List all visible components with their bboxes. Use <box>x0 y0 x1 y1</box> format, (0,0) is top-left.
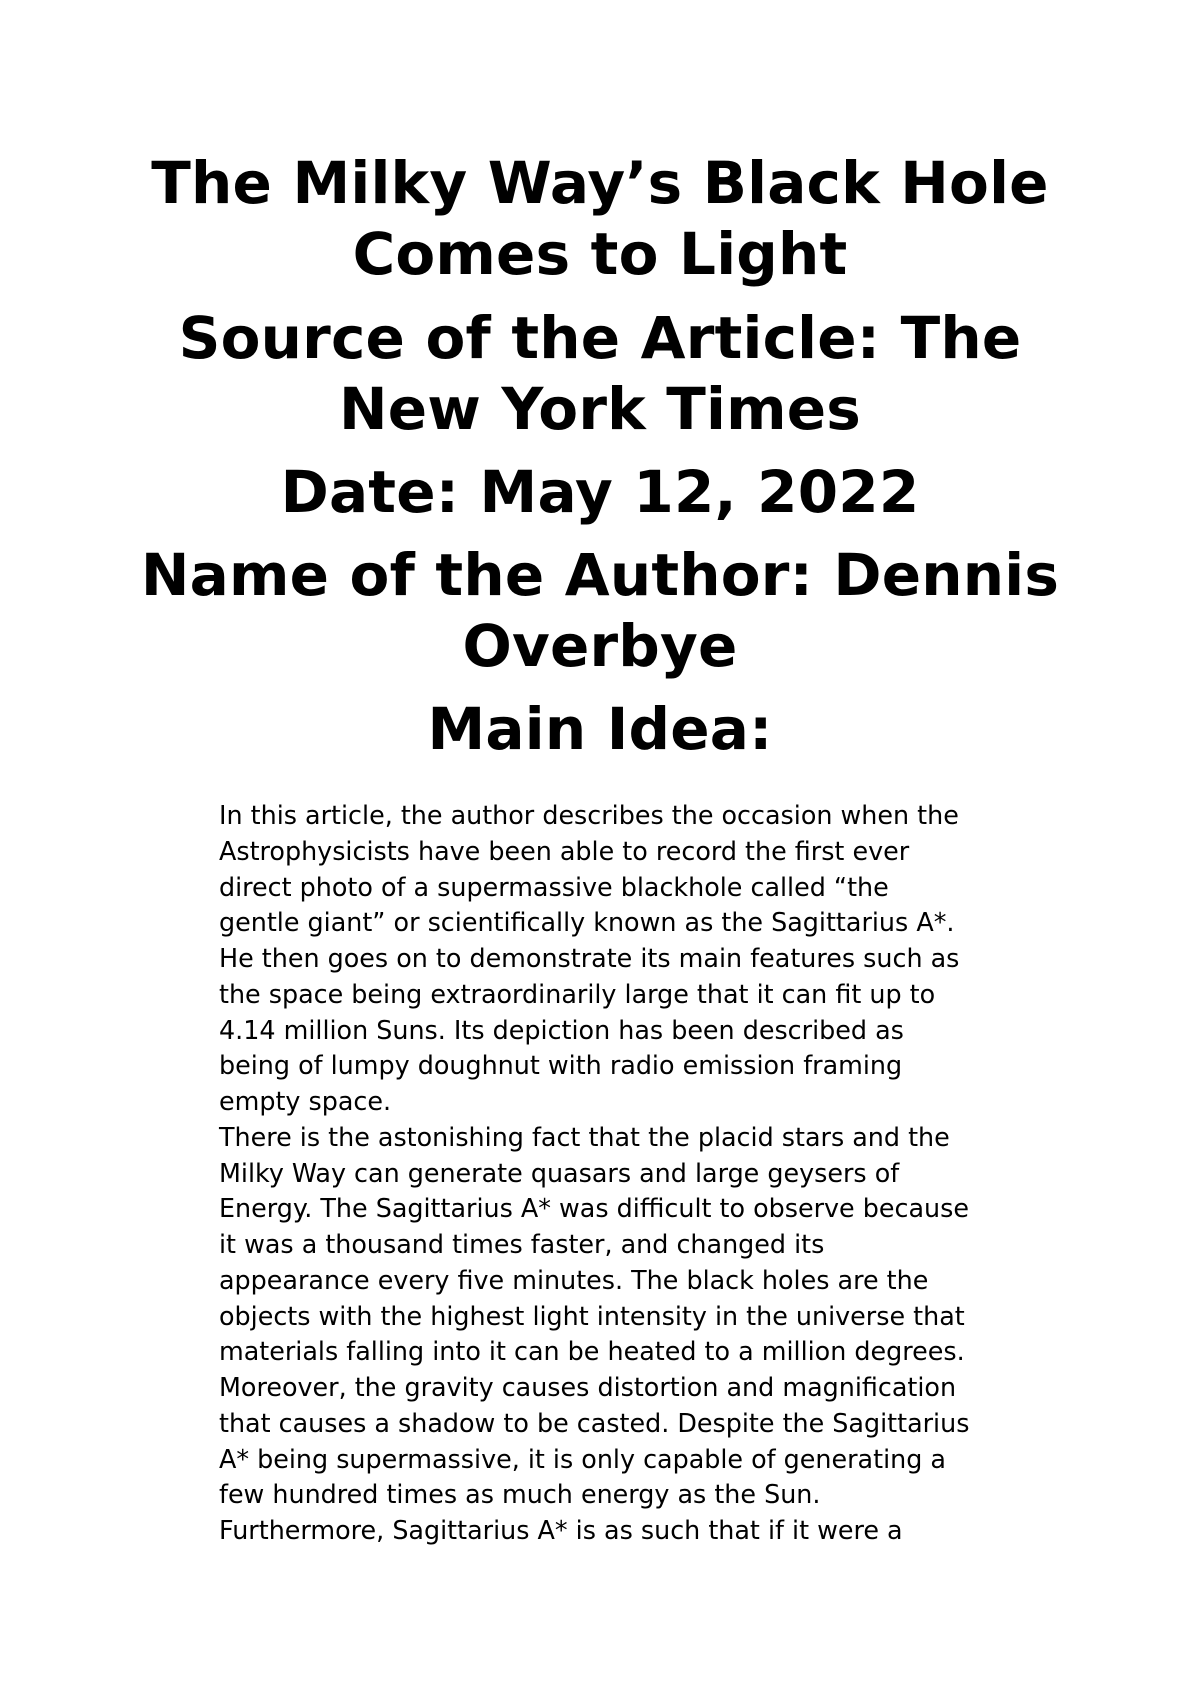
body-line: Astrophysicists have been able to record the first ever <box>219 835 910 866</box>
body-line: In this article, the author describes the occasion when the <box>219 800 959 830</box>
article-date <box>140 457 1060 528</box>
body-line: Energy. The Sagittarius A* was difficult to observe because <box>219 1193 969 1224</box>
article-source <box>140 303 1060 445</box>
body-line: appearance every five minutes. The black holes are the <box>219 1264 929 1295</box>
article-author-line: Name of the Author: Dennis <box>140 541 1060 609</box>
main-idea-body <box>219 798 1099 1549</box>
body-line: Moreover, the gravity causes distortion and magnification <box>219 1372 957 1402</box>
body-line: Furthermore, Sagittarius A* is as such that if it were a <box>219 1515 903 1545</box>
body-line: that causes a shadow to be casted. Despite the Sagittarius <box>219 1407 970 1438</box>
main-idea-heading-line: Main Idea: <box>427 695 773 763</box>
document-headings <box>140 148 1060 765</box>
article-author-line: Overbye <box>462 612 738 680</box>
body-line: it was a thousand times faster, and changed its <box>219 1229 825 1259</box>
body-line: objects with the highest light intensity in the universe that <box>219 1300 965 1331</box>
article-title <box>140 148 1060 290</box>
body-line: gentle giant” or scientifically known as the Sagittarius A*. <box>219 907 955 938</box>
body-line: few hundred times as much energy as the Sun. <box>219 1479 821 1510</box>
body-line: 4.14 million Suns. Its depiction has been described as <box>219 1014 904 1045</box>
body-line: He then goes on to demonstrate its main features such as <box>219 943 960 973</box>
body-line: A* being supermassive, it is only capable of generating a <box>219 1443 946 1474</box>
main-idea-heading <box>140 694 1060 765</box>
body-line: the space being extraordinarily large that it can fit up to <box>219 978 936 1009</box>
body-line: There is the astonishing fact that the placid stars and the <box>219 1121 950 1152</box>
article-date-line: Date: May 12, 2022 <box>280 458 920 526</box>
article-title-line: Comes to Light <box>352 220 848 288</box>
article-author <box>140 540 1060 682</box>
body-line: empty space. <box>219 1086 392 1116</box>
body-line: being of lumpy doughnut with radio emission framing <box>219 1050 903 1081</box>
body-line: Milky Way can generate quasars and large geysers of <box>219 1157 900 1188</box>
body-line: materials falling into it can be heated to a million degrees. <box>219 1336 965 1367</box>
article-title-line: The Milky Way’s Black Hole <box>151 149 1049 217</box>
article-source-line: New York Times <box>338 375 862 443</box>
article-source-line: Source of the Article: The <box>178 304 1022 372</box>
body-line: direct photo of a supermassive blackhole called “the <box>219 871 889 902</box>
